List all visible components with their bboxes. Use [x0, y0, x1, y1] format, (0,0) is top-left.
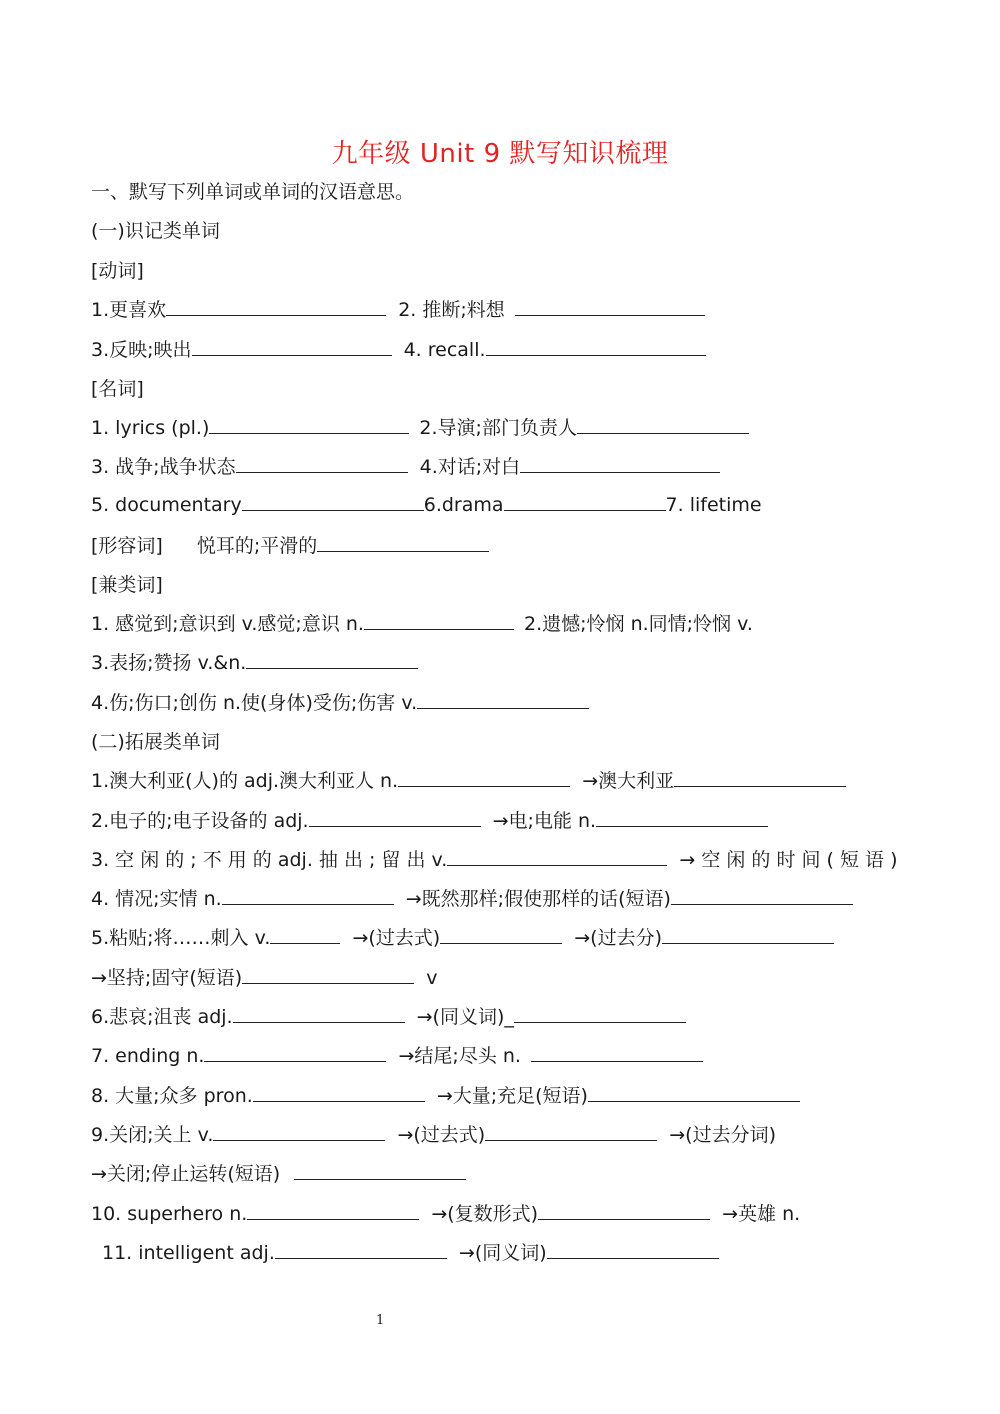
part-text: (一)识记类单词 — [91, 220, 220, 242]
prompt: →英雄 n. — [722, 1203, 801, 1225]
exercise-line — [91, 1200, 800, 1228]
prompt: →坚持;固守(短语) — [91, 967, 243, 989]
prompt: 1.更喜欢 — [91, 299, 167, 321]
exercise-line — [91, 1003, 686, 1031]
answer-blank[interactable] — [209, 414, 409, 434]
category-text: [兼类词] — [91, 574, 163, 596]
prompt: 1. 感觉到;意识到 v.感觉;意识 n. — [91, 613, 364, 635]
answer-blank[interactable] — [398, 767, 570, 787]
prompt: 3. 战争;战争状态 — [91, 456, 236, 478]
exercise-line — [91, 846, 897, 874]
answer-blank[interactable] — [596, 807, 768, 827]
prompt: →结尾;尽头 n. — [398, 1045, 521, 1067]
prompt: 6.drama — [423, 494, 504, 516]
part-text: (二)拓展类单词 — [91, 731, 220, 753]
answer-blank[interactable] — [213, 1121, 385, 1141]
exercise-line — [91, 807, 768, 835]
category-nouns — [91, 375, 144, 403]
prompt: 7. lifetime — [665, 494, 762, 516]
prompt: 4. recall. — [403, 339, 486, 361]
prompt: 1. lyrics (pl.) — [91, 417, 210, 439]
exercise-line — [91, 649, 418, 677]
exercise-line — [91, 689, 589, 717]
prompt: →(过去分) — [574, 927, 662, 949]
prompt: 3.反映;映出 — [91, 339, 192, 361]
exercise-line — [91, 296, 705, 324]
prompt: 2. 推断;料想 — [398, 299, 505, 321]
answer-blank[interactable] — [504, 491, 666, 511]
category-multi — [91, 571, 163, 599]
page-number: 1 — [376, 1313, 385, 1328]
prompt: →关闭;停止运转(短语) — [91, 1163, 281, 1185]
answer-blank[interactable] — [588, 1082, 800, 1102]
prompt: →(过去式) — [352, 927, 441, 949]
prompt: 4. 情况;实情 n. — [91, 888, 222, 910]
exercise-line — [91, 414, 749, 442]
section-heading — [91, 178, 414, 206]
prompt: 7. ending n. — [91, 1045, 205, 1067]
prompt: 2.电子的;电子设备的 adj. — [91, 810, 309, 832]
answer-blank[interactable] — [222, 885, 394, 905]
prompt: 9.关闭;关上 v. — [91, 1124, 214, 1146]
answer-blank[interactable] — [515, 296, 705, 316]
exercise-line — [91, 532, 489, 560]
prompt: 4.对话;对白 — [419, 456, 521, 478]
prompt: 2.导演;部门负责人 — [419, 417, 577, 439]
answer-blank[interactable] — [417, 689, 589, 709]
answer-blank[interactable] — [447, 846, 667, 866]
prompt: →电;电能 n. — [492, 810, 597, 832]
prompt: →(复数形式) — [431, 1203, 539, 1225]
answer-blank[interactable] — [242, 491, 424, 511]
prompt: →大量;充足(短语) — [436, 1085, 588, 1107]
answer-blank[interactable] — [270, 924, 340, 944]
exercise-line — [102, 1239, 719, 1267]
prompt: →(过去分词) — [669, 1124, 776, 1146]
answer-blank[interactable] — [294, 1160, 466, 1180]
prompt: 2.遗憾;怜悯 n.同情;怜悯 v. — [524, 613, 753, 635]
prompt: 8. 大量;众多 pron. — [91, 1085, 253, 1107]
prompt: v — [426, 967, 438, 989]
part-heading — [91, 728, 220, 756]
prompt: 悦耳的;平滑的 — [196, 535, 318, 557]
category-text: [名词] — [91, 378, 144, 400]
prompt: 5.粘贴;将……刺入 v. — [91, 927, 271, 949]
category-text: [动词] — [91, 260, 144, 282]
answer-blank[interactable] — [520, 453, 720, 473]
part-heading — [91, 217, 220, 245]
prompt: 3.表扬;赞扬 v.&n. — [91, 652, 247, 674]
answer-blank[interactable] — [486, 336, 706, 356]
exercise-line — [91, 491, 762, 519]
prompt: →澳大利亚 — [582, 770, 675, 792]
exercise-line — [91, 1042, 703, 1070]
page-title: 九年级 Unit 9 默写知识梳理 — [331, 139, 669, 169]
exercise-line — [91, 924, 834, 952]
answer-blank[interactable] — [364, 610, 514, 630]
answer-blank[interactable] — [236, 453, 408, 473]
prompt: 5. documentary — [91, 494, 242, 516]
category-verbs — [91, 257, 144, 285]
exercise-line — [91, 1082, 800, 1110]
exercise-line — [91, 1121, 776, 1149]
answer-blank[interactable] — [247, 1200, 419, 1220]
answer-blank[interactable] — [662, 924, 834, 944]
answer-blank[interactable] — [440, 924, 562, 944]
exercise-line — [91, 336, 706, 364]
exercise-line — [91, 610, 753, 638]
prompt: 11. intelligent adj. — [102, 1242, 275, 1264]
prompt: 6.悲哀;沮丧 adj. — [91, 1006, 233, 1028]
answer-blank[interactable] — [577, 414, 749, 434]
prompt: →(同义词)_ — [416, 1006, 514, 1028]
answer-blank[interactable] — [674, 767, 846, 787]
answer-blank[interactable] — [514, 1003, 686, 1023]
answer-blank[interactable] — [485, 1121, 657, 1141]
answer-blank[interactable] — [547, 1239, 719, 1259]
prompt: 1.澳大利亚(人)的 adj.澳大利亚人 n. — [91, 770, 399, 792]
answer-blank[interactable] — [166, 296, 386, 316]
section-text: 一、默写下列单词或单词的汉语意思。 — [91, 181, 415, 203]
exercise-line — [91, 1160, 466, 1188]
answer-blank[interactable] — [671, 885, 853, 905]
answer-blank[interactable] — [275, 1239, 447, 1259]
prompt: 10. superhero n. — [91, 1203, 248, 1225]
exercise-line — [91, 964, 437, 992]
answer-blank[interactable] — [204, 1042, 386, 1062]
category-text: [形容词] — [91, 535, 163, 557]
exercise-line — [91, 767, 846, 795]
exercise-line — [91, 885, 853, 913]
prompt: →(过去式) — [397, 1124, 486, 1146]
answer-blank[interactable] — [233, 1003, 405, 1023]
answer-blank[interactable] — [242, 964, 414, 984]
answer-blank[interactable] — [531, 1042, 703, 1062]
answer-blank[interactable] — [317, 532, 489, 552]
prompt: →既然那样;假使那样的话(短语) — [405, 888, 671, 910]
prompt: →(同义词) — [458, 1242, 547, 1264]
answer-blank[interactable] — [309, 807, 481, 827]
answer-blank[interactable] — [253, 1082, 425, 1102]
prompt: 3. 空 闲 的 ; 不 用 的 adj. 抽 出 ; 留 出 v. — [91, 849, 448, 871]
answer-blank[interactable] — [538, 1200, 710, 1220]
answer-blank[interactable] — [246, 649, 418, 669]
prompt: 4.伤;伤口;创伤 n.使(身体)受伤;伤害 v. — [91, 692, 418, 714]
prompt: → 空 闲 的 时 间 ( 短 语 ) — [679, 849, 898, 871]
exercise-line — [91, 453, 720, 481]
answer-blank[interactable] — [192, 336, 392, 356]
